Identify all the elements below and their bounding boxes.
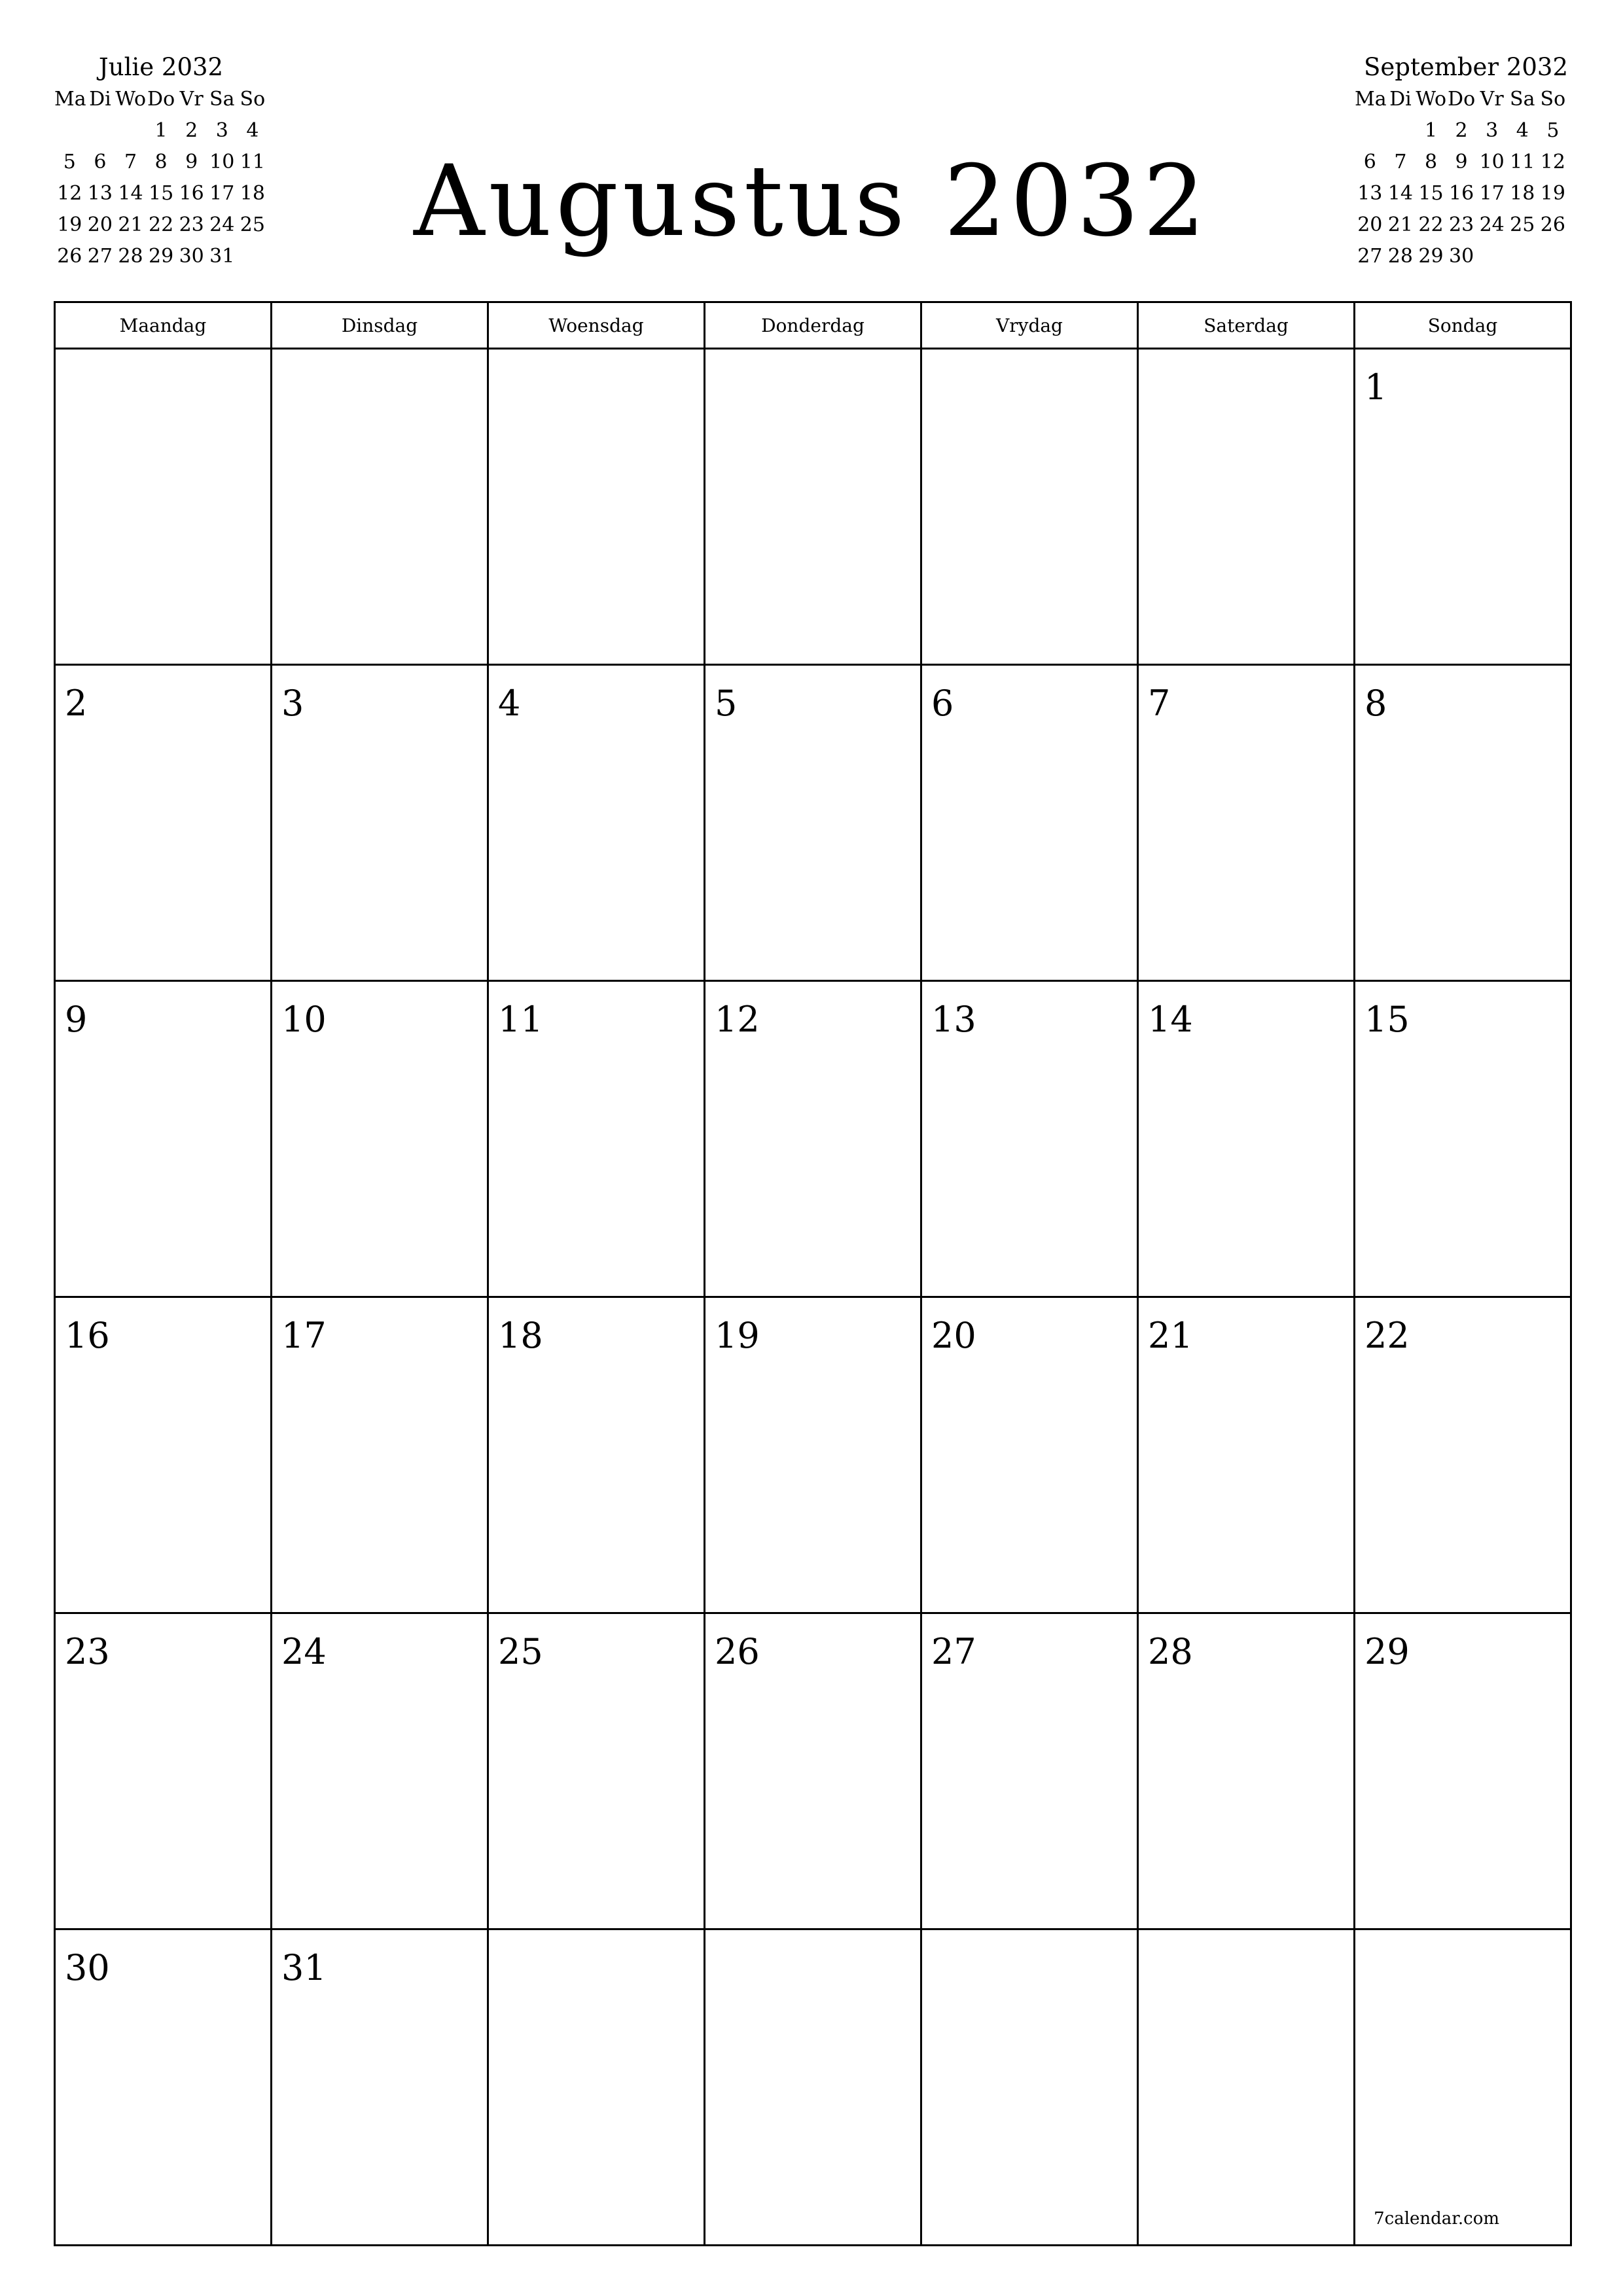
week-row xyxy=(55,1613,1571,1929)
mini-day: 24 xyxy=(209,213,235,236)
day-cell xyxy=(921,349,1138,665)
day-number: 8 xyxy=(1364,683,1387,724)
weekday-header: Maandag xyxy=(55,302,272,349)
day-cell xyxy=(272,1613,488,1929)
mini-day xyxy=(54,115,85,147)
mini-day: 13 xyxy=(87,182,113,205)
day-number: 22 xyxy=(1364,1315,1410,1356)
mini-day xyxy=(1507,241,1538,272)
weekday-header: Vrydag xyxy=(921,302,1138,349)
mini-day: 2 xyxy=(185,119,198,142)
mini-day: 9 xyxy=(185,151,198,173)
day-number: 2 xyxy=(65,683,88,724)
mini-day: 18 xyxy=(1510,182,1535,205)
day-number: 9 xyxy=(65,999,88,1040)
mini-day: 26 xyxy=(57,245,82,268)
day-cell xyxy=(1355,981,1571,1297)
day-cell xyxy=(1355,665,1571,981)
day-number: 27 xyxy=(931,1631,976,1672)
day-number: 25 xyxy=(498,1631,543,1672)
mini-day: 19 xyxy=(1540,182,1565,205)
mini-day: 17 xyxy=(1479,182,1505,205)
day-cell xyxy=(921,981,1138,1297)
mini-weekday: Wo xyxy=(1416,88,1447,111)
mini-day xyxy=(1538,241,1569,272)
weekday-header: Sondag xyxy=(1355,302,1571,349)
day-number xyxy=(56,350,270,368)
day-number: 29 xyxy=(1364,1631,1410,1672)
day-number xyxy=(489,350,704,368)
day-number: 15 xyxy=(1364,999,1410,1040)
mini-day: 17 xyxy=(209,182,235,205)
mini-weekday: Vr xyxy=(1480,88,1504,111)
day-cell xyxy=(488,1297,705,1613)
mini-day: 14 xyxy=(118,182,143,205)
week-row xyxy=(55,1297,1571,1613)
mini-day: 30 xyxy=(179,245,204,268)
page-title: Augustus 2032 xyxy=(414,145,1209,259)
day-number xyxy=(489,1930,704,1948)
mini-day xyxy=(1385,115,1416,147)
week-row xyxy=(55,349,1571,665)
day-cell xyxy=(1355,1929,1571,2246)
day-number: 18 xyxy=(498,1315,543,1356)
day-number xyxy=(1355,1930,1570,1948)
mini-day: 8 xyxy=(154,151,168,173)
day-number xyxy=(272,350,487,368)
day-cell xyxy=(921,1297,1138,1613)
day-number: 10 xyxy=(281,999,327,1040)
day-number: 13 xyxy=(931,999,976,1040)
weekday-header: Saterdag xyxy=(1138,302,1355,349)
mini-day: 2 xyxy=(1455,119,1468,142)
weekday-header-row xyxy=(55,302,1571,349)
week-row xyxy=(55,665,1571,981)
mini-calendar-title: Julie 2032 xyxy=(98,53,224,81)
mini-calendar-title: September 2032 xyxy=(1364,53,1568,81)
mini-day: 4 xyxy=(1516,119,1529,142)
mini-day: 6 xyxy=(1363,151,1376,173)
day-number: 24 xyxy=(281,1631,327,1672)
mini-weekday: Di xyxy=(1389,88,1412,111)
day-number xyxy=(705,350,920,368)
day-number: 12 xyxy=(715,999,760,1040)
day-cell xyxy=(921,1613,1138,1929)
day-number: 14 xyxy=(1148,999,1193,1040)
day-cell xyxy=(1138,665,1355,981)
day-cell xyxy=(272,1297,488,1613)
mini-day: 5 xyxy=(63,151,76,173)
day-cell xyxy=(55,665,272,981)
mini-weekday: Sa xyxy=(1510,88,1535,111)
mini-day: 24 xyxy=(1479,213,1505,236)
mini-day: 31 xyxy=(209,245,235,268)
mini-day: 8 xyxy=(1424,151,1438,173)
weekday-header: Woensdag xyxy=(488,302,705,349)
day-number: 1 xyxy=(1364,367,1387,408)
mini-day xyxy=(115,115,146,147)
day-cell xyxy=(705,349,921,665)
day-cell xyxy=(705,981,921,1297)
mini-day: 9 xyxy=(1455,151,1468,173)
day-cell xyxy=(488,665,705,981)
day-cell xyxy=(1138,1297,1355,1613)
day-cell xyxy=(705,665,921,981)
mini-day: 21 xyxy=(118,213,143,236)
day-number: 26 xyxy=(715,1631,760,1672)
mini-day: 28 xyxy=(118,245,143,268)
mini-day xyxy=(1476,241,1507,272)
mini-weekday: Di xyxy=(89,88,111,111)
day-cell xyxy=(1138,349,1355,665)
day-cell xyxy=(1138,1613,1355,1929)
mini-weekday: Vr xyxy=(179,88,204,111)
mini-day: 16 xyxy=(1448,182,1474,205)
mini-day: 22 xyxy=(1418,213,1444,236)
mini-calendar-grid xyxy=(1355,84,1568,272)
mini-day xyxy=(1355,115,1385,147)
mini-weekday: Wo xyxy=(115,88,147,111)
day-number: 19 xyxy=(715,1315,760,1356)
day-number: 20 xyxy=(931,1315,976,1356)
mini-day: 18 xyxy=(240,182,265,205)
mini-day: 20 xyxy=(87,213,113,236)
day-number: 16 xyxy=(65,1315,110,1356)
day-number: 21 xyxy=(1148,1315,1193,1356)
mini-day: 15 xyxy=(1418,182,1444,205)
day-cell xyxy=(272,981,488,1297)
day-number: 31 xyxy=(281,1947,327,1988)
mini-day: 7 xyxy=(124,151,137,173)
mini-day: 22 xyxy=(148,213,174,236)
day-number xyxy=(922,350,1137,368)
mini-day: 29 xyxy=(1418,245,1444,268)
mini-calendar-grid xyxy=(54,84,268,272)
mini-day: 13 xyxy=(1357,182,1383,205)
day-cell xyxy=(1355,1297,1571,1613)
mini-day: 29 xyxy=(148,245,174,268)
day-cell xyxy=(272,1929,488,2246)
day-number: 3 xyxy=(281,683,304,724)
mini-day: 15 xyxy=(148,182,174,205)
mini-day: 4 xyxy=(246,119,259,142)
day-cell xyxy=(55,981,272,1297)
day-cell xyxy=(705,1297,921,1613)
month-grid-body xyxy=(55,349,1571,2246)
mini-weekday: So xyxy=(240,88,266,111)
mini-day: 23 xyxy=(179,213,204,236)
mini-day xyxy=(238,241,268,272)
day-number: 7 xyxy=(1148,683,1171,724)
mini-weekday: Ma xyxy=(54,88,86,111)
day-cell xyxy=(921,665,1138,981)
day-cell xyxy=(488,349,705,665)
month-grid xyxy=(54,301,1572,2246)
mini-day: 11 xyxy=(240,151,265,173)
day-number xyxy=(1139,1930,1353,1948)
mini-day: 11 xyxy=(1510,151,1535,173)
mini-day: 20 xyxy=(1357,213,1383,236)
weekday-header: Dinsdag xyxy=(272,302,488,349)
mini-day: 27 xyxy=(87,245,113,268)
day-cell xyxy=(705,1929,921,2246)
mini-day: 25 xyxy=(240,213,265,236)
day-cell xyxy=(705,1613,921,1929)
day-cell xyxy=(921,1929,1138,2246)
day-number: 6 xyxy=(931,683,954,724)
day-cell xyxy=(488,1613,705,1929)
day-cell xyxy=(55,1613,272,1929)
mini-weekday: Do xyxy=(147,88,175,111)
day-cell xyxy=(488,1929,705,2246)
day-number: 4 xyxy=(498,683,521,724)
day-cell xyxy=(1138,1929,1355,2246)
week-row xyxy=(55,1929,1571,2246)
day-cell xyxy=(55,1297,272,1613)
week-row xyxy=(55,981,1571,1297)
day-number: 17 xyxy=(281,1315,327,1356)
day-cell xyxy=(55,349,272,665)
mini-day: 21 xyxy=(1387,213,1413,236)
mini-day: 3 xyxy=(1486,119,1499,142)
day-cell xyxy=(488,981,705,1297)
mini-day: 1 xyxy=(1424,119,1438,142)
mini-weekday: So xyxy=(1540,88,1566,111)
day-cell xyxy=(1355,349,1571,665)
mini-day: 6 xyxy=(94,151,107,173)
mini-weekday: Do xyxy=(1448,88,1476,111)
weekday-header: Donderdag xyxy=(705,302,921,349)
day-number xyxy=(1139,350,1353,368)
mini-weekday: Ma xyxy=(1355,88,1387,111)
day-number: 23 xyxy=(65,1631,110,1672)
mini-day: 25 xyxy=(1510,213,1535,236)
day-number: 5 xyxy=(715,683,738,724)
day-number xyxy=(705,1930,920,1948)
day-number: 28 xyxy=(1148,1631,1193,1672)
mini-day: 23 xyxy=(1448,213,1474,236)
day-number xyxy=(922,1930,1137,1948)
mini-day: 14 xyxy=(1387,182,1413,205)
mini-day: 10 xyxy=(209,151,235,173)
mini-day: 19 xyxy=(57,213,82,236)
credit-text: 7calendar.com xyxy=(1374,2209,1499,2229)
mini-day xyxy=(85,115,116,147)
day-cell xyxy=(272,665,488,981)
mini-day: 27 xyxy=(1357,245,1383,268)
mini-day: 16 xyxy=(179,182,204,205)
mini-day: 26 xyxy=(1540,213,1565,236)
mini-day: 7 xyxy=(1394,151,1407,173)
day-number: 11 xyxy=(498,999,543,1040)
day-number: 30 xyxy=(65,1947,110,1988)
mini-day: 10 xyxy=(1479,151,1505,173)
mini-calendar-next-month xyxy=(1355,51,1568,272)
mini-day: 28 xyxy=(1387,245,1413,268)
mini-calendar-previous-month xyxy=(54,51,268,272)
mini-day: 1 xyxy=(154,119,168,142)
day-cell xyxy=(1355,1613,1571,1929)
mini-day: 5 xyxy=(1546,119,1560,142)
mini-day: 12 xyxy=(1540,151,1565,173)
mini-day: 3 xyxy=(215,119,228,142)
mini-day: 30 xyxy=(1448,245,1474,268)
day-cell xyxy=(55,1929,272,2246)
mini-weekday: Sa xyxy=(209,88,235,111)
day-cell xyxy=(1138,981,1355,1297)
mini-day: 12 xyxy=(57,182,82,205)
day-cell xyxy=(272,349,488,665)
